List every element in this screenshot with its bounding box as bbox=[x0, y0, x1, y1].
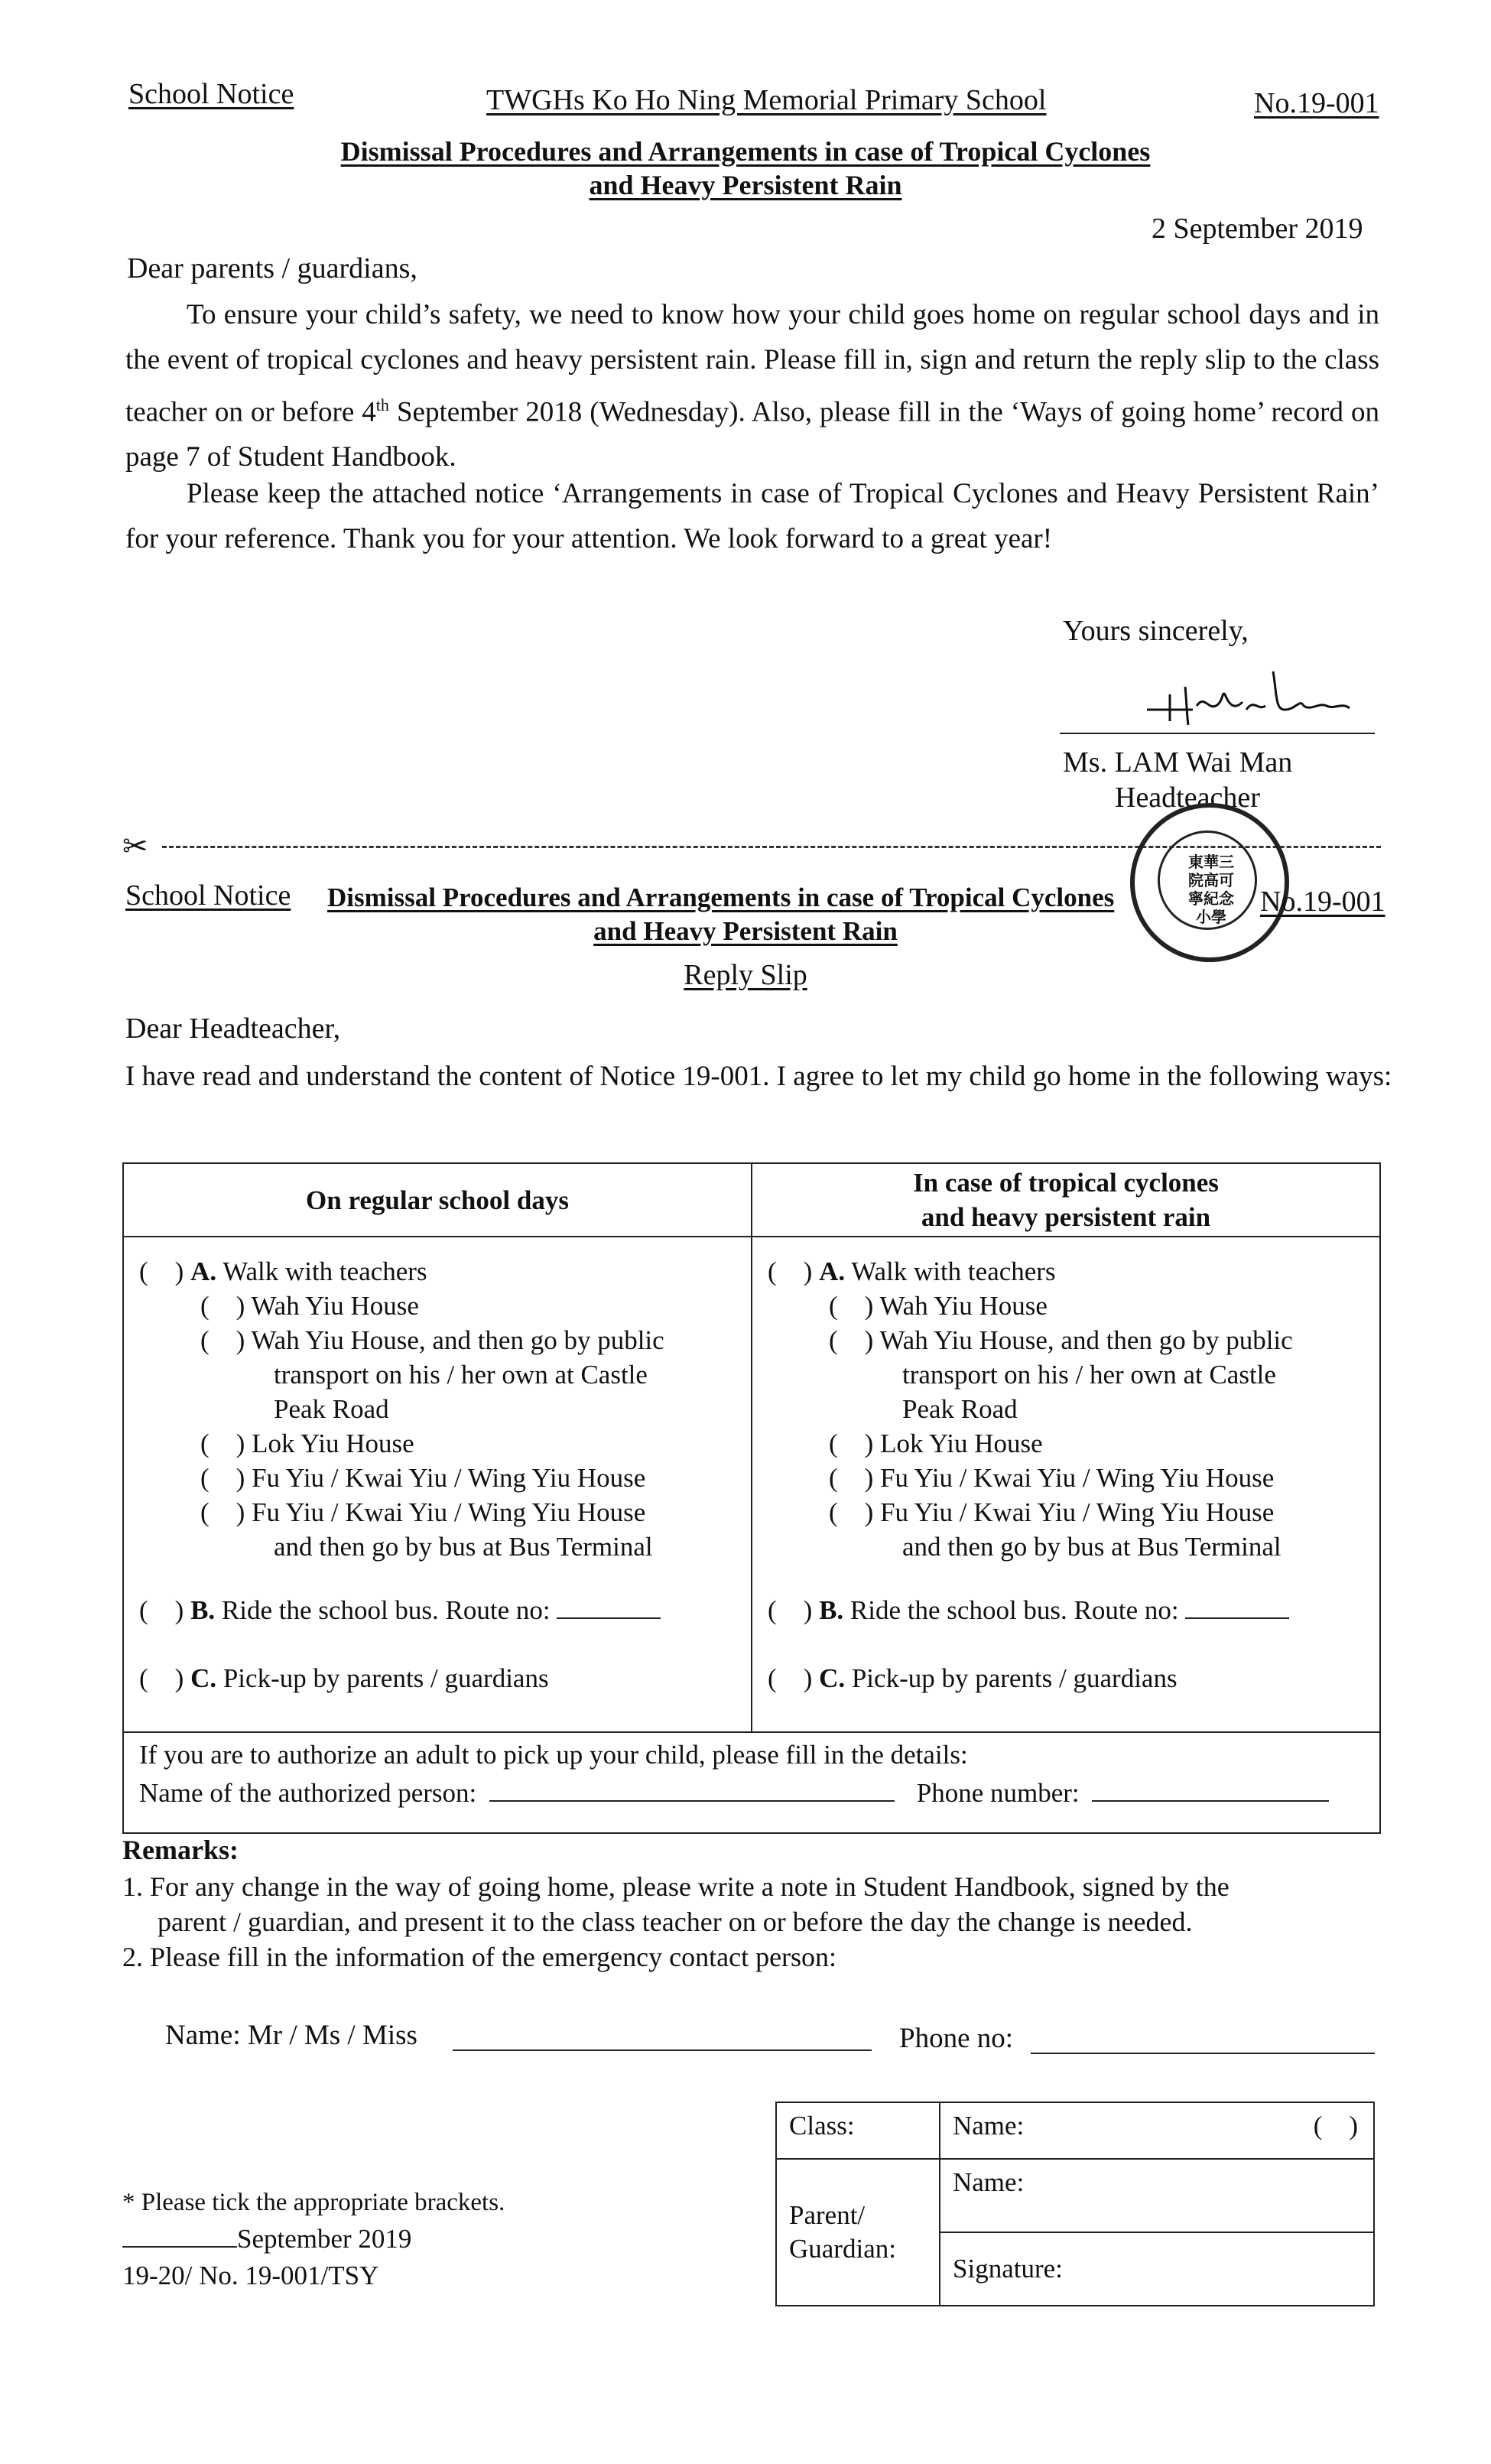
slip-date-blank[interactable] bbox=[122, 2246, 237, 2248]
remarks-label: Remarks: bbox=[122, 1835, 239, 1865]
slip-notice-number: No.19-001 bbox=[1260, 886, 1385, 918]
column-header-regular: On regular school days bbox=[123, 1163, 752, 1237]
option-c-regular[interactable]: ( ) C. Pick-up by parents / guardians bbox=[139, 1663, 549, 1693]
suboption-fu-yiu-cyclone[interactable]: ( ) Fu Yiu / Kwai Yiu / Wing Yiu House bbox=[829, 1463, 1275, 1493]
notice-title-line1: Dismissal Procedures and Arrangements in case of Tropical Cyclones bbox=[340, 136, 1151, 167]
suboption-wah-yiu-public-cyclone[interactable]: ( ) Wah Yiu House, and then go by public bbox=[829, 1325, 1293, 1355]
school-stamp: 東華三院高可寧紀念小學 bbox=[1130, 803, 1289, 962]
authorize-section bbox=[123, 1732, 1380, 1833]
letter-paragraph-1: To ensure your child’s safety, we need to know how your child goes home on regular school days and in the event of tropical cyclones and heavy persistent rain. Please fill in, sign and return the reply slip to the class teacher on or before 4th September 2018 (Wednesday). Also, please fill in the ‘Ways of going home’ record on page 7 of Student Handbook. bbox=[125, 299, 1379, 473]
suboption-text: transport on his / her own at Castle bbox=[274, 1360, 648, 1390]
suboption-text: Peak Road bbox=[274, 1394, 389, 1424]
column-header-cyclone: In case of tropical cyclones and heavy persistent rain bbox=[752, 1163, 1380, 1237]
emergency-phone-label: Phone no: bbox=[899, 2023, 1014, 2054]
suboption-text: transport on his / her own at Castle bbox=[902, 1360, 1276, 1390]
class-cell[interactable]: Class: bbox=[776, 2102, 940, 2159]
notice-title-line2: and Heavy Persistent Rain bbox=[589, 170, 902, 200]
notice-label: School Notice bbox=[128, 78, 294, 110]
signer-name: Ms. LAM Wai Man bbox=[1063, 746, 1293, 779]
remark-1-line1: 1. For any change in the way of going home, please write a note in Student Handbook, signed by the bbox=[122, 1871, 1230, 1902]
slip-salutation: Dear Headteacher, bbox=[125, 1013, 341, 1045]
option-a-cyclone[interactable]: ( ) A. Walk with teachers bbox=[768, 1256, 1056, 1286]
option-b-regular[interactable]: ( ) B. Ride the school bus. Route no: bbox=[139, 1593, 751, 1627]
school-name: TWGHs Ko Ho Ning Memorial Primary School bbox=[486, 84, 1047, 116]
remark-2: 2. Please fill in the information of the emergency contact person: bbox=[122, 1942, 837, 1972]
letter-paragraph-2: Please keep the attached notice ‘Arrangements in case of Tropical Cyclones and Heavy Persistent Rain’ for your reference. Thank you for your attention. We look forward to a great year! bbox=[125, 478, 1379, 554]
suboption-lok-yiu-regular[interactable]: ( ) Lok Yiu House bbox=[200, 1429, 414, 1458]
option-c-cyclone[interactable]: ( ) C. Pick-up by parents / guardians bbox=[768, 1663, 1178, 1693]
reply-slip-label: Reply Slip bbox=[684, 959, 807, 991]
option-a-regular[interactable]: ( ) A. Walk with teachers bbox=[139, 1256, 427, 1286]
emergency-name-label: Name: Mr / Ms / Miss bbox=[165, 2020, 417, 2051]
signature-line bbox=[1060, 733, 1375, 734]
suboption-fu-yiu-bus-regular[interactable]: ( ) Fu Yiu / Kwai Yiu / Wing Yiu House bbox=[200, 1497, 646, 1527]
option-b-cyclone[interactable]: ( ) B. Ride the school bus. Route no: bbox=[768, 1593, 1379, 1627]
authorized-name-label: Name of the authorized person: bbox=[139, 1778, 477, 1808]
notice-date: 2 September 2019 bbox=[1152, 213, 1363, 245]
suboption-wah-yiu-cyclone[interactable]: ( ) Wah Yiu House bbox=[829, 1291, 1048, 1321]
suboption-text: Peak Road bbox=[902, 1394, 1018, 1424]
suboption-lok-yiu-cyclone[interactable]: ( ) Lok Yiu House bbox=[829, 1429, 1043, 1458]
student-name-cell[interactable]: Name: ( ) bbox=[940, 2102, 1374, 2159]
student-info-box bbox=[775, 2102, 1375, 2306]
suboption-text: and then go by bus at Bus Terminal bbox=[274, 1532, 653, 1562]
parent-signature-cell[interactable]: Signature: bbox=[940, 2232, 1374, 2306]
slip-notice-label: School Notice bbox=[125, 879, 291, 912]
authorized-name-field[interactable] bbox=[489, 1800, 895, 1802]
suboption-fu-yiu-regular[interactable]: ( ) Fu Yiu / Kwai Yiu / Wing Yiu House bbox=[200, 1463, 646, 1493]
authorized-phone-label: Phone number: bbox=[916, 1778, 1080, 1808]
authorize-instruction: If you are to authorize an adult to pick up your child, please fill in the details: bbox=[139, 1740, 968, 1770]
reference-code: 19-20/ No. 19-001/TSY bbox=[122, 2261, 379, 2290]
authorized-phone-field[interactable] bbox=[1092, 1800, 1329, 1802]
emergency-name-field[interactable] bbox=[453, 2050, 872, 2051]
remark-1-line2: parent / guardian, and present it to the class teacher on or before the day the change is needed. bbox=[158, 1907, 1193, 1937]
signer-title: Headteacher bbox=[1115, 782, 1260, 814]
letter-salutation: Dear parents / guardians, bbox=[127, 252, 417, 284]
headteacher-signature bbox=[1132, 664, 1376, 733]
slip-date: September 2019 bbox=[122, 2224, 411, 2254]
parent-name-cell[interactable]: Name: bbox=[940, 2159, 1374, 2232]
suboption-wah-yiu-regular[interactable]: ( ) Wah Yiu House bbox=[200, 1291, 419, 1321]
suboption-text: and then go by bus at Bus Terminal bbox=[902, 1532, 1281, 1562]
parent-guardian-label: Parent/ Guardian: bbox=[776, 2159, 940, 2306]
slip-title-line1: Dismissal Procedures and Arrangements in case of Tropical Cyclones bbox=[327, 883, 1115, 912]
cyclone-options bbox=[752, 1237, 1380, 1732]
scissors-icon: ✂ bbox=[122, 829, 148, 864]
slip-title-line2: and Heavy Persistent Rain bbox=[593, 916, 898, 946]
notice-number: No.19-001 bbox=[1254, 87, 1379, 119]
going-home-options-table bbox=[122, 1162, 1381, 1834]
regular-options bbox=[123, 1237, 752, 1732]
emergency-phone-field[interactable] bbox=[1031, 2053, 1375, 2054]
letter-closing: Yours sincerely, bbox=[1063, 615, 1249, 647]
suboption-wah-yiu-public-regular[interactable]: ( ) Wah Yiu House, and then go by public bbox=[200, 1325, 664, 1355]
slip-statement: I have read and understand the content of Notice 19-001. I agree to let my child go home in the following ways: bbox=[125, 1061, 1392, 1092]
tick-note: * Please tick the appropriate brackets. bbox=[122, 2189, 505, 2216]
suboption-fu-yiu-bus-cyclone[interactable]: ( ) Fu Yiu / Kwai Yiu / Wing Yiu House bbox=[829, 1497, 1275, 1527]
